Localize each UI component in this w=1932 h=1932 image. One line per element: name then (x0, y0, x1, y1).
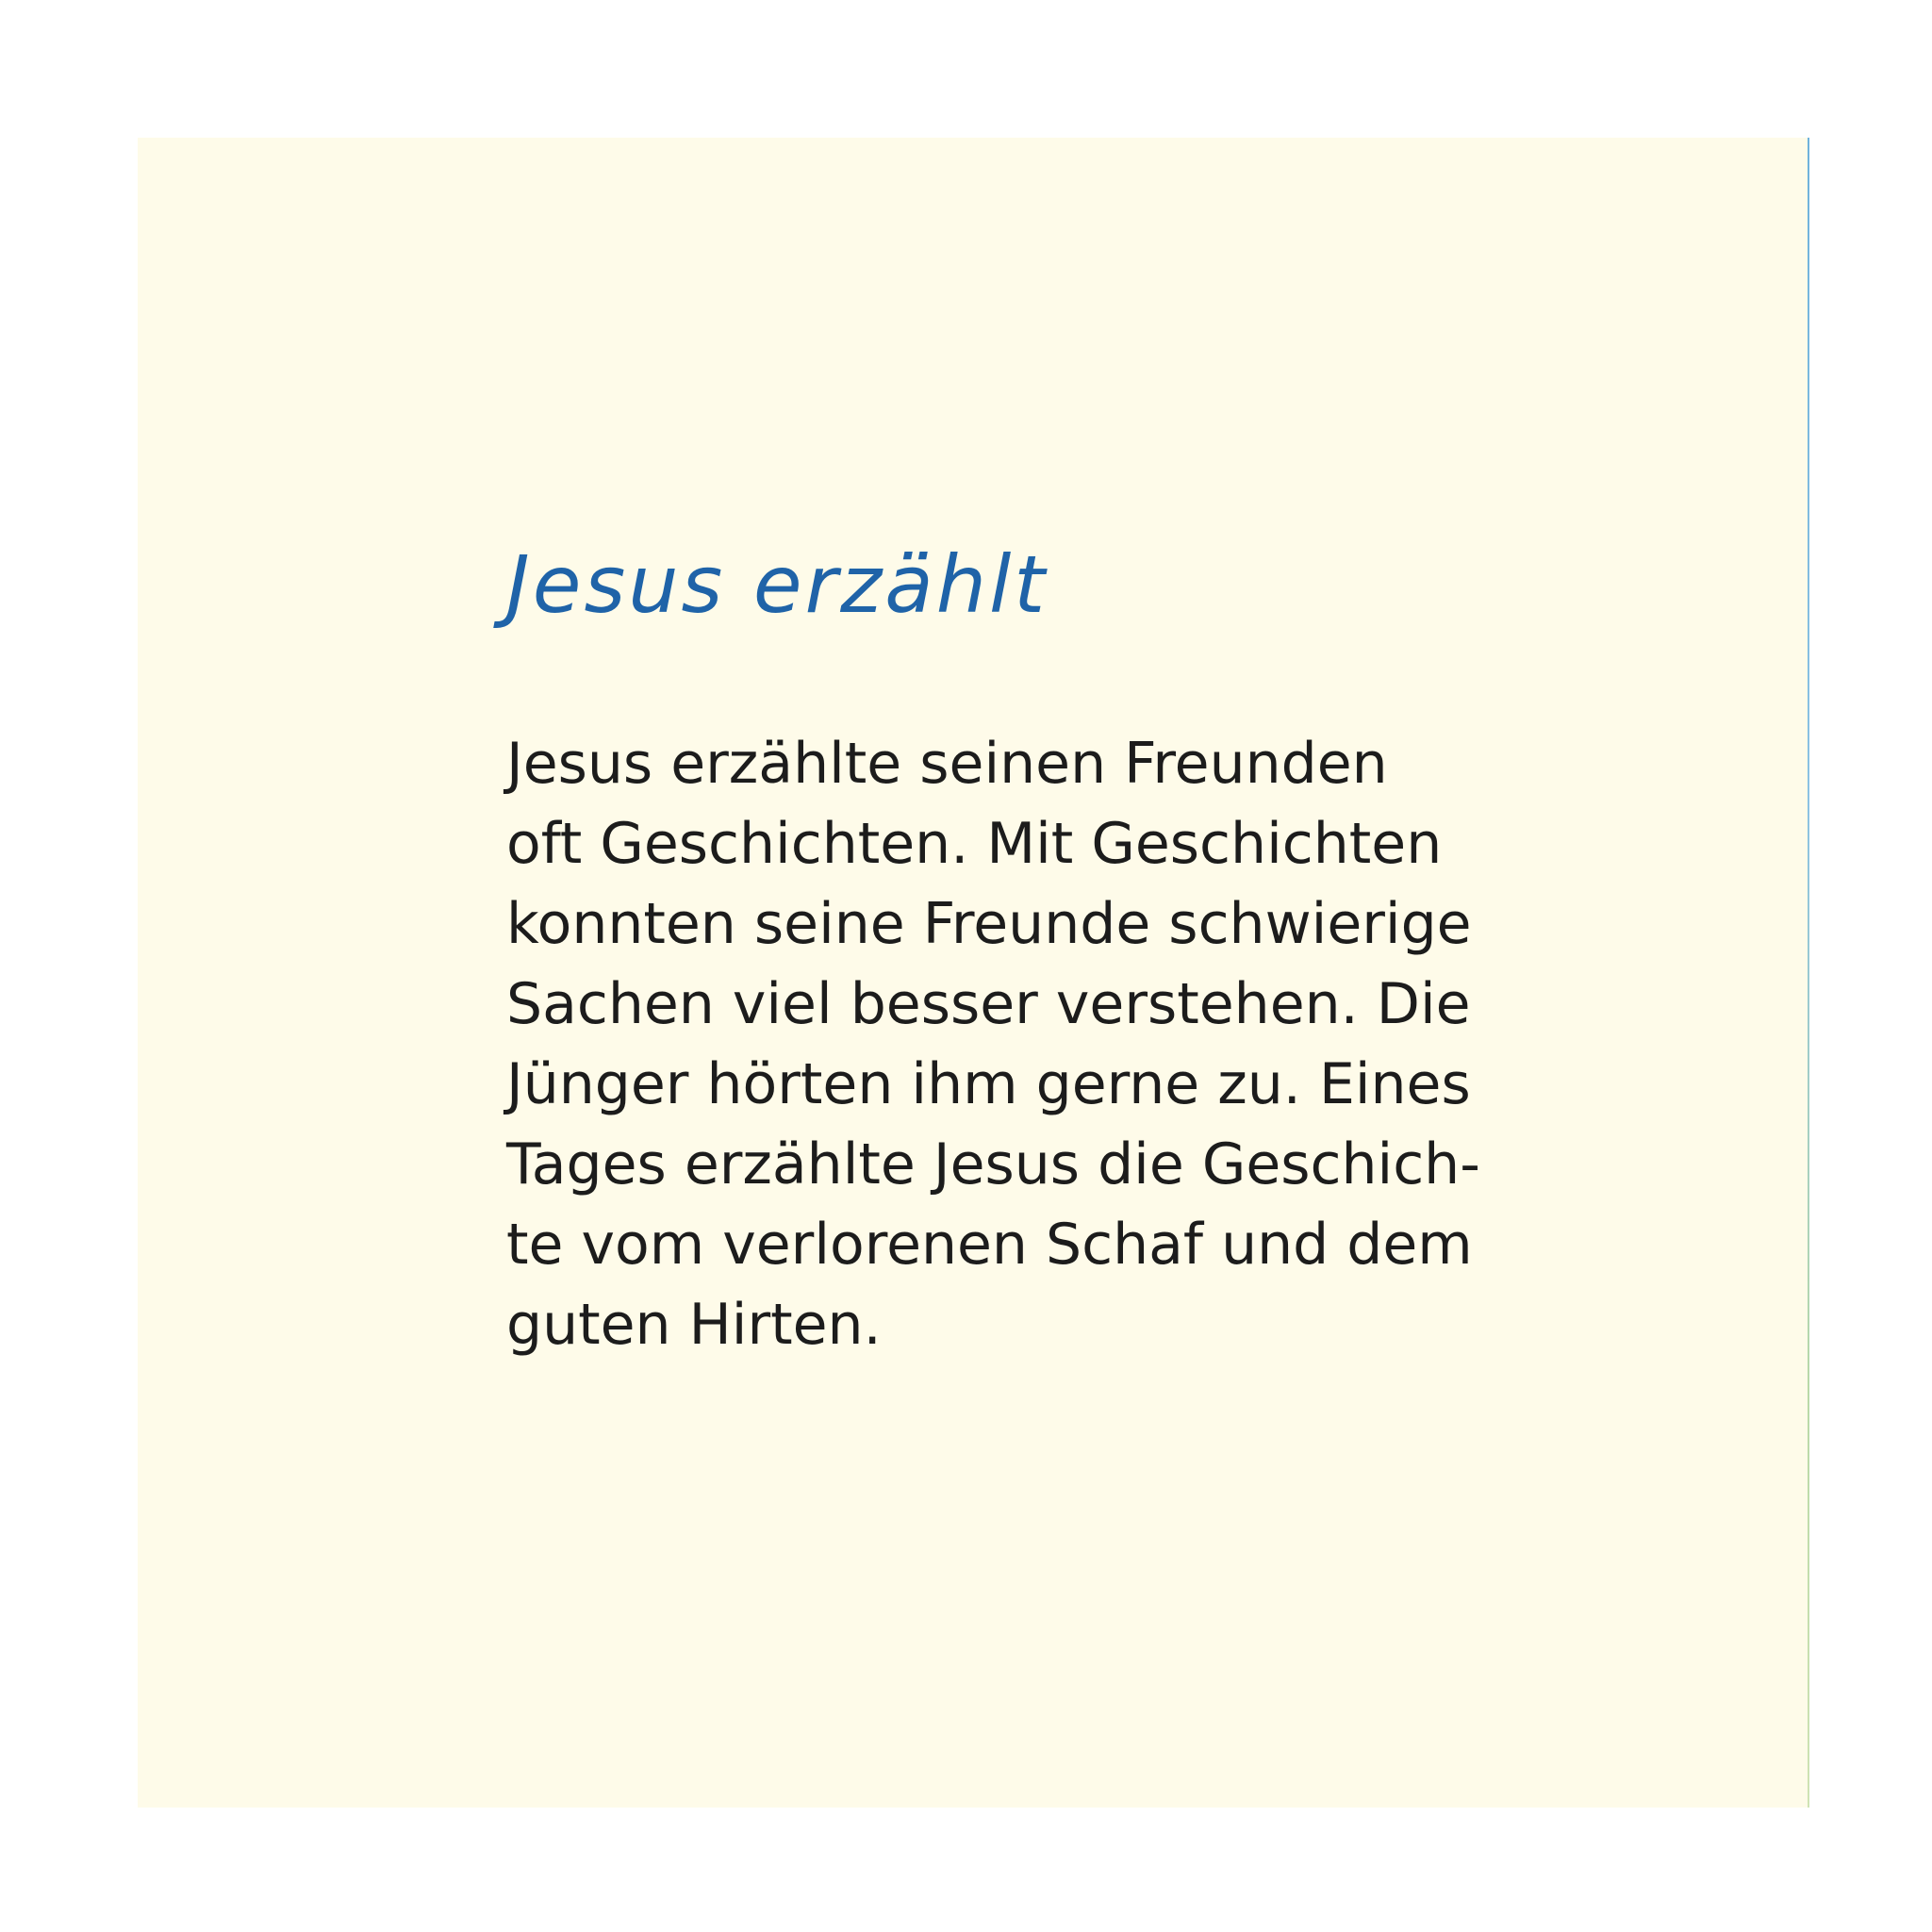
paragraph-line: te vom verlorenen Schaf und dem (506, 1212, 1473, 1278)
page-edge (1808, 138, 1809, 1808)
paragraph-line: oft Geschichten. Mit Geschichten (506, 811, 1443, 877)
paragraph-line: Jünger hörten ihm gerne zu. Eines (506, 1051, 1471, 1117)
paragraph-line: Sachen viel besser verstehen. Die (506, 971, 1471, 1037)
story-paragraph (506, 724, 1487, 1365)
paragraph-line: Tages erzählte Jesus die Geschich- (506, 1131, 1480, 1197)
paragraph-line: guten Hirten. (506, 1292, 882, 1358)
paragraph-line: konnten seine Freunde schwierige (506, 891, 1472, 957)
page-title: Jesus erzählt (506, 538, 1049, 631)
paragraph-line: Jesus erzählte seinen Freunden (506, 731, 1388, 797)
